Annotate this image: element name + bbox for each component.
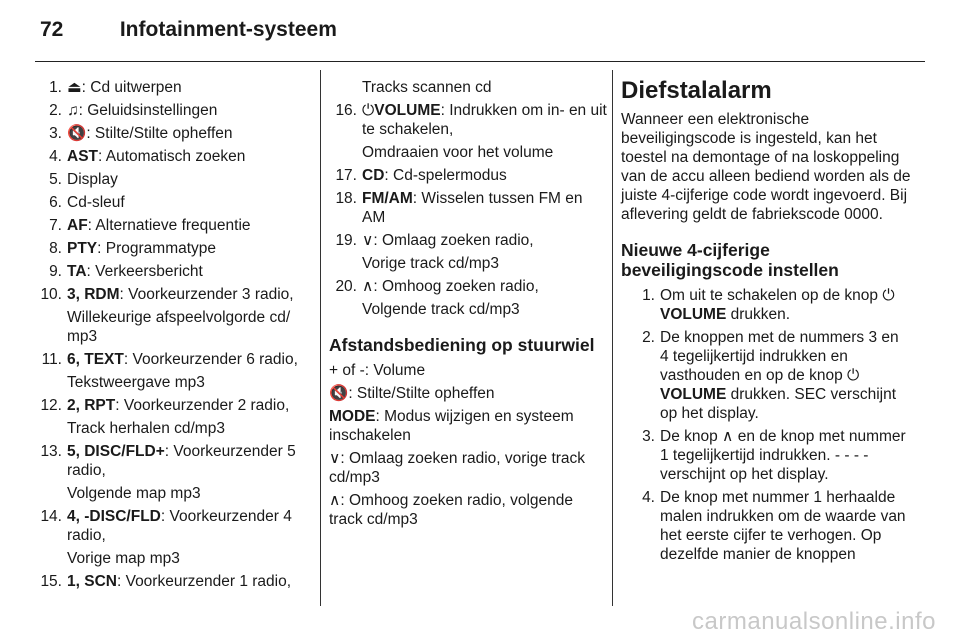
- item-text: [660, 488, 911, 564]
- item-keyword: 4, -DISC/FLD: [67, 508, 161, 525]
- item-number: 13.: [40, 443, 62, 460]
- list-item: [38, 78, 310, 97]
- page-number: 72: [40, 18, 64, 41]
- list-item: [38, 216, 310, 235]
- item-text: [362, 277, 609, 296]
- list-item: [38, 507, 310, 545]
- column-divider: [612, 70, 613, 606]
- item-number: 3.: [642, 428, 655, 445]
- item-text: [67, 507, 310, 545]
- list-item: [38, 170, 310, 189]
- item-description: : Geluidsinstellingen: [78, 102, 218, 119]
- item-number: 17.: [335, 167, 357, 184]
- list-item: [621, 286, 911, 324]
- list-item: [621, 488, 911, 564]
- item-text: [67, 350, 310, 369]
- list-item: [329, 231, 609, 250]
- item-description: : Omlaag zoeken radio,: [373, 232, 534, 249]
- item-text: [67, 572, 310, 591]
- item-number: 16.: [335, 102, 357, 119]
- item-continuation: Tekstweergave mp3: [67, 374, 205, 391]
- music-note-icon: ♫: [67, 102, 79, 119]
- mute-icon: 🔇: [329, 385, 349, 402]
- chevron-up-icon: ∧: [329, 492, 341, 509]
- item-number: 1.: [642, 287, 655, 304]
- item-text: [67, 262, 310, 281]
- item-keyword: 6, TEXT: [67, 351, 124, 368]
- item-text: [362, 231, 609, 250]
- list-item: [38, 124, 310, 143]
- item-description: : Voorkeurzender 6 radio,: [123, 351, 298, 368]
- item-continuation: Vorige map mp3: [67, 550, 180, 567]
- item-keyword: VOLUME: [660, 306, 727, 323]
- item-text: [67, 193, 310, 212]
- paragraph-text: : Stilte/Stilte opheffen: [348, 385, 495, 402]
- list-item: [38, 239, 310, 258]
- list-item: [621, 427, 911, 484]
- item-text: [67, 216, 310, 235]
- item-number: 4.: [49, 148, 62, 165]
- section-heading: Afstandsbediening op stuurwiel: [329, 335, 595, 355]
- item-number: 2.: [642, 329, 655, 346]
- item-keyword: VOLUME: [660, 386, 727, 403]
- item-text: [67, 396, 310, 415]
- item-number: 14.: [40, 508, 62, 525]
- header-rule: [35, 61, 925, 62]
- power-icon: ⏻: [882, 287, 895, 304]
- item-number: 5.: [49, 171, 62, 188]
- item-number: 3.: [49, 125, 62, 142]
- list-item: [38, 572, 310, 591]
- item-keyword: 2, RPT: [67, 397, 116, 414]
- chevron-down-icon: ∨: [329, 450, 341, 467]
- column-middle: [329, 78, 609, 533]
- item-description: : Voorkeurzender 1 radio,: [116, 573, 292, 590]
- item-number: 6.: [49, 194, 62, 211]
- item-description: Cd-sleuf: [67, 194, 125, 211]
- paragraph-text: : Modus wijzigen en systeem inschakelen: [329, 408, 574, 444]
- item-text: [362, 101, 609, 139]
- item-description: De knop met nummer 1 herhaalde malen indrukken om de waarde van het eerste cijfer te verhogen. Op dezelfde manier de knoppen: [660, 489, 906, 563]
- item-text: [67, 124, 310, 143]
- list-item: [329, 101, 609, 139]
- item-keyword: FM/AM: [362, 190, 413, 207]
- list-item: [329, 166, 609, 185]
- paragraph: [329, 491, 609, 529]
- paragraph: [329, 361, 609, 380]
- item-number: 8.: [49, 240, 62, 257]
- item-description: : Voorkeurzender 4 radio,: [67, 508, 292, 544]
- item-continuation: Volgende track cd/mp3: [362, 301, 520, 318]
- item-number: 11.: [41, 351, 62, 368]
- item-description: De knoppen met de nummers 3 en 4 tegelijkertijd indrukken en vasthouden en op de knop: [660, 329, 899, 384]
- item-number: 15.: [40, 573, 62, 590]
- item-text: [67, 78, 310, 97]
- item-text: [362, 166, 609, 185]
- item-keyword: CD: [362, 167, 385, 184]
- list-item: [38, 101, 310, 120]
- item-description: Display: [67, 171, 118, 188]
- paragraph-text: : Omhoog zoeken radio, volgende track cd/mp3: [329, 492, 574, 528]
- item-keyword: TA: [67, 263, 87, 280]
- list-item: [38, 147, 310, 166]
- item-continuation: Track herhalen cd/mp3: [67, 420, 225, 437]
- item-description: : Voorkeurzender 3 radio,: [119, 286, 294, 303]
- item-description: : Alternatieve frequentie: [87, 217, 251, 234]
- list-item: [621, 328, 911, 423]
- item-continuation: Willekeurige afspeelvolgorde cd/ mp3: [67, 309, 291, 345]
- item-number: 18.: [335, 190, 357, 207]
- list-item: [38, 285, 310, 304]
- item-description: : Verkeersbericht: [86, 263, 203, 280]
- item-keyword: PTY: [67, 240, 98, 257]
- chevron-up-icon: ∧: [362, 278, 374, 295]
- item-description: Om uit te schakelen op de knop: [660, 287, 883, 304]
- item-keyword: MODE: [329, 408, 376, 425]
- item-text: [660, 328, 911, 423]
- item-description: : Cd uitwerpen: [81, 79, 182, 96]
- item-number: 9.: [49, 263, 62, 280]
- item-text: [362, 189, 609, 227]
- list-item: [38, 350, 310, 369]
- watermark: carmanualsonline.info: [692, 608, 936, 635]
- list-item: [38, 442, 310, 480]
- item-description: De knop: [660, 428, 723, 445]
- item-text: [660, 427, 911, 484]
- item-continuation: Omdraaien voor het volume: [362, 144, 554, 161]
- chevron-down-icon: ∨: [362, 232, 374, 249]
- power-icon: ⏻: [847, 367, 860, 384]
- item-description: : Programmatype: [97, 240, 217, 257]
- item-text: [660, 286, 911, 324]
- subsection-heading: Nieuwe 4-cijferige beveiligingscode instellen: [621, 240, 839, 280]
- column-divider: [320, 70, 321, 606]
- page-header: [40, 18, 337, 42]
- item-description: : Voorkeurzender 2 radio,: [115, 397, 290, 414]
- power-icon: ⏻: [362, 102, 375, 119]
- paragraph: [329, 384, 609, 403]
- list-item: [38, 193, 310, 212]
- list-item: [38, 262, 310, 281]
- item-description: : Wisselen tussen FM en AM: [362, 190, 583, 226]
- item-keyword: 1, SCN: [67, 573, 117, 590]
- item-number: 1.: [49, 79, 62, 96]
- paragraph: [329, 449, 609, 487]
- column-left: [38, 78, 310, 595]
- paragraph: [329, 407, 609, 445]
- section-heading: Diefstalalarm: [621, 77, 772, 104]
- item-continuation: Vorige track cd/mp3: [362, 255, 499, 272]
- page-title: Infotainment-systeem: [119, 18, 337, 41]
- paragraph-text: : Omlaag zoeken radio, vorige track cd/mp3: [329, 450, 586, 486]
- column-right: [621, 78, 911, 568]
- list-item: [329, 277, 609, 296]
- item-text: [67, 239, 310, 258]
- paragraph: Wanneer een elektronische beveiligingscode is ingesteld, kan het toestel na demontage of na loskoppeling van de accu alleen bediend worden als de juiste 4-cijferige code wordt ingevoerd. Bij aflevering geldt de fabriekscode 0000.: [621, 111, 911, 223]
- item-description: : Cd-spelermodus: [384, 167, 507, 184]
- item-continuation: Tracks scannen cd: [362, 79, 492, 96]
- item-number: 4.: [642, 489, 655, 506]
- eject-icon: ⏏: [67, 79, 82, 96]
- item-description: : Automatisch zoeken: [98, 148, 246, 165]
- item-text: [67, 285, 310, 304]
- item-keyword: VOLUME: [374, 102, 441, 119]
- paragraph-text: + of -: Volume: [329, 362, 426, 379]
- item-description: en de knop met nummer 1 tegelijkertijd indrukken. - - - - verschijnt op het display.: [660, 428, 906, 483]
- item-number: 7.: [49, 217, 62, 234]
- item-number: 19.: [335, 232, 357, 249]
- item-description: : Voorkeurzender 5 radio,: [67, 443, 296, 479]
- item-keyword: 3, RDM: [67, 286, 120, 303]
- item-continuation: Volgende map mp3: [67, 485, 201, 502]
- item-text: [67, 101, 310, 120]
- item-text: [67, 147, 310, 166]
- item-number: 20.: [335, 278, 357, 295]
- item-text: [67, 442, 310, 480]
- list-item: [329, 189, 609, 227]
- item-number: 10.: [40, 286, 62, 303]
- item-description: drukken. SEC verschijnt op het display.: [660, 386, 897, 422]
- item-keyword: AST: [67, 148, 98, 165]
- item-number: 2.: [49, 102, 62, 119]
- item-description: : Omhoog zoeken radio,: [373, 278, 539, 295]
- item-description: drukken.: [726, 306, 791, 323]
- item-keyword: 5, DISC/FLD+: [67, 443, 165, 460]
- list-item: [38, 396, 310, 415]
- item-keyword: AF: [67, 217, 88, 234]
- item-description: : Indrukken om in- en uit te schakelen,: [362, 102, 607, 138]
- mute-icon: 🔇: [67, 125, 87, 142]
- chevron-up-icon: ∧: [722, 428, 734, 445]
- item-text: [67, 170, 310, 189]
- item-description: : Stilte/Stilte opheffen: [86, 125, 233, 142]
- item-number: 12.: [40, 397, 62, 414]
